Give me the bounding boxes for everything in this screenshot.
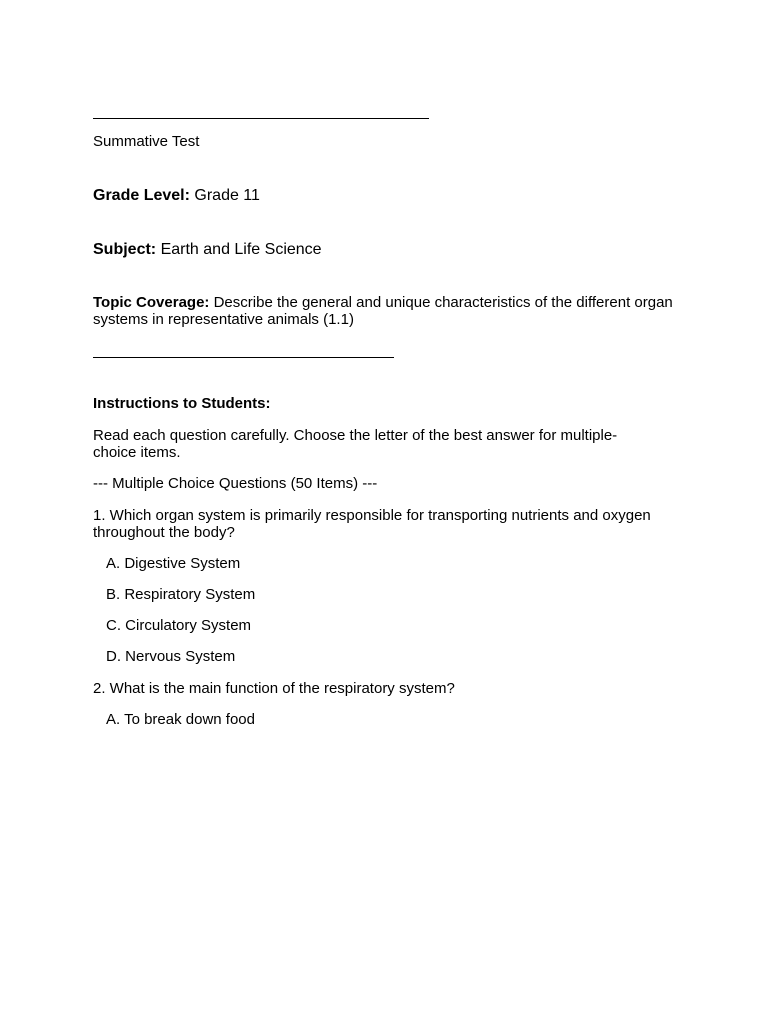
- grade-level-value: Grade 11: [194, 187, 260, 204]
- section-header: --- Multiple Choice Questions (50 Items) ---: [93, 475, 378, 492]
- subject: [93, 241, 322, 259]
- instructions-text: Read each question carefully. Choose the letter of the best answer for multiple-choice items.: [93, 427, 618, 461]
- grade-level: [93, 187, 260, 205]
- grade-level-label: Grade Level:: [93, 187, 190, 204]
- question-2-option-a: A. To break down food: [106, 711, 255, 728]
- question-1-option-a: A. Digestive System: [106, 555, 241, 572]
- subject-label: Subject:: [93, 241, 157, 258]
- document-title: Summative Test: [93, 133, 200, 150]
- section-rule: [93, 357, 394, 358]
- question-2: 2. What is the main function of the respiratory system?: [93, 680, 455, 697]
- topic-coverage-label: Topic Coverage:: [93, 294, 210, 311]
- topic-coverage: [93, 294, 673, 328]
- instructions-heading: Instructions to Students:: [93, 395, 271, 412]
- topic-coverage-value: Describe the general and unique characteristics of the different organ systems in representative animals (1.1): [93, 294, 673, 328]
- question-1-option-c: C. Circulatory System: [106, 617, 252, 634]
- top-rule: [93, 118, 429, 119]
- question-1-option-d: D. Nervous System: [106, 648, 236, 665]
- question-1: 1. Which organ system is primarily responsible for transporting nutrients and oxygen throughout the body?: [93, 507, 651, 541]
- question-1-option-b: B. Respiratory System: [106, 586, 256, 603]
- subject-value: Earth and Life Science: [160, 241, 322, 258]
